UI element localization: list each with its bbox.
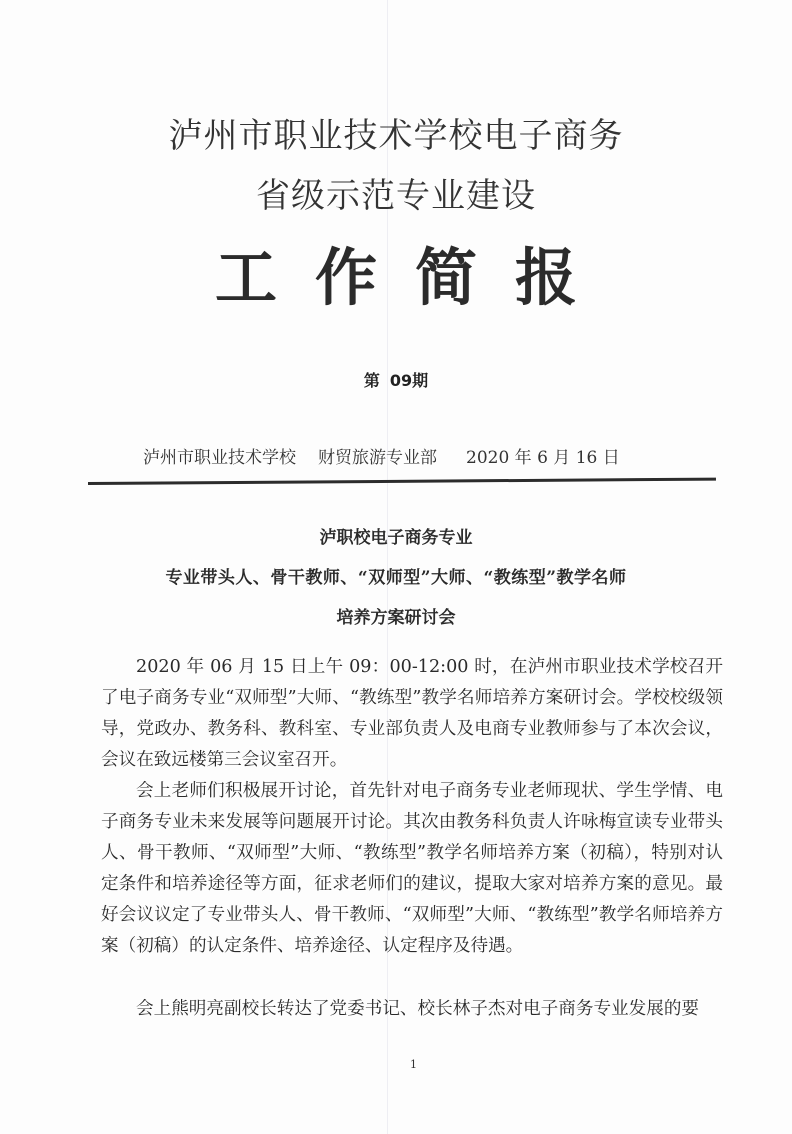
title-line-2: 省级示范专业建设 bbox=[256, 176, 536, 216]
page-number: 1 bbox=[410, 1058, 417, 1071]
bulletin-title: 工作简报 bbox=[214, 241, 615, 314]
issue-suffix: 期 bbox=[412, 371, 429, 390]
article-paragraph: 会上熊明亮副校长转达了党委书记、校长林子杰对电子商务专业发展的要 bbox=[136, 999, 700, 1019]
header-divider bbox=[88, 478, 716, 485]
issue-prefix: 第 bbox=[363, 371, 380, 390]
article-heading-line-1: 泸职校电子商务专业 bbox=[319, 528, 473, 548]
article-paragraph: 会上老师们积极展开讨论，首先针对电子商务专业老师现状、学生学情、电子商务专业未来发展等问题展开讨论。其次由教务科负责人许咏梅宣读专业带头人、骨干教师、“双师型”大师、“教练型”教学名师培养方案（初稿），特别对认定条件和培养途径等方面，征求老师们的建议，提取大家对培养方案的意见。最好会议议定了专业带头人、骨干教师、“双师型”大师、“教练型”教学名师培养方案（初稿）的认定条件、培养途径、认定程序及待遇。 bbox=[101, 781, 723, 956]
issue-number bbox=[0, 368, 792, 391]
department-name: 财贸旅游专业部 bbox=[318, 448, 437, 468]
article-heading-line-2: 专业带头人、骨干教师、“双师型”大师、“教练型”教学名师 bbox=[165, 568, 627, 588]
school-name: 泸州市职业技术学校 bbox=[143, 448, 296, 468]
article-paragraph: 2020 年 06 月 15 日上午 09：00-12:00 时，在泸州市职业技术学校召开了电子商务专业“双师型”大师、“教练型”教学名师培养方案研讨会。学校校级领导，党政办、教务科、教科室、专业部负责人及电商专业教师参与了本次会议，会议在致远楼第三会议室召开。 bbox=[101, 657, 723, 770]
publish-date: 2020 年 6 月 16 日 bbox=[466, 448, 620, 468]
issue-value: 09 bbox=[389, 371, 413, 390]
article-heading-line-3: 培养方案研讨会 bbox=[336, 608, 456, 628]
title-line-1: 泸州市职业技术学校电子商务 bbox=[168, 116, 624, 156]
